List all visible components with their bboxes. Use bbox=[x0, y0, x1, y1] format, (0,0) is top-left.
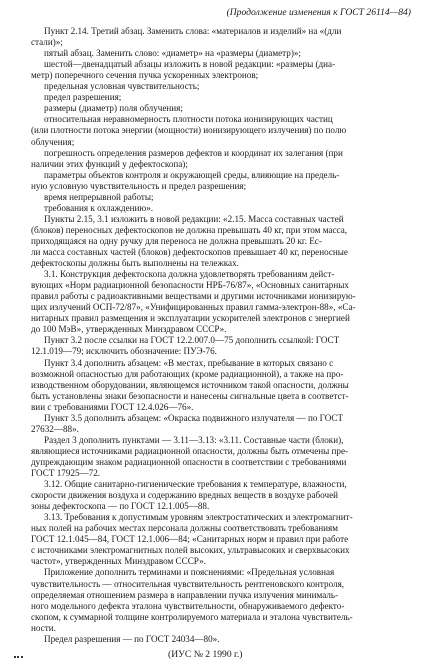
text-line: чувствительность — относительная чувствительность рентгеновского контроля, bbox=[31, 578, 345, 589]
text-line: вующих «Норм радиационной безопасности НРБ-76/87», «Основных санитарных bbox=[31, 280, 349, 291]
text-line: предельная условная чувствительность; bbox=[44, 81, 200, 92]
footer-reference: (ИУС № 2 1990 г.) bbox=[168, 648, 243, 660]
text-line: (или плотности потока энергии (мощности) ионизирующего излучения) по полю bbox=[31, 125, 347, 136]
text-line: изводственном оборудовании, являющемся источником такой опасности, должны bbox=[31, 379, 349, 390]
text-line: параметры объектов контроля и окружающей среды, влияющие на предель- bbox=[44, 169, 340, 180]
text-line: Приложение дополнить терминами и пояснениями: «Предельная условная bbox=[44, 567, 335, 578]
text-line: с источниками электромагнитных полей высоких, ультравысоких и сверхвысоких bbox=[31, 545, 350, 556]
text-line: скорости движения воздуха и содержанию вредных веществ в воздухе рабочей bbox=[31, 490, 339, 501]
text-line: 27632—88». bbox=[31, 423, 79, 434]
text-line: вии с требованиями ГОСТ 12.4.026—76». bbox=[31, 401, 194, 412]
text-line: ных полей на рабочих местах персонала должны соответствовать требованиям bbox=[31, 523, 339, 534]
text-line: щих излучений ОСП-72/87», «Унифицированных правил гамма-электрон-88», «Са- bbox=[31, 302, 356, 313]
text-line-final: Предел разрешения — по ГОСТ 24034—80». bbox=[44, 633, 220, 644]
text-line: дефектоскопы должны быть выполнены на тележках. bbox=[31, 258, 239, 269]
text-line: требования к охлаждению». bbox=[44, 202, 154, 213]
text-line: шестой—двенадцатый абзацы изложить в новой редакции: «размеры (диа- bbox=[44, 59, 336, 70]
text-line: быть установлены знаки безопасности и нанесены сигнальные цвета в соответст- bbox=[31, 390, 349, 401]
text-line: 3.13. Требования к допустимым уровням электростатических и электромагнит- bbox=[44, 512, 353, 523]
text-line: Пункты 2.15, 3.1 изложить в новой редакции: «2.15. Масса составных частей bbox=[44, 213, 344, 224]
text-line: 12.1.019—79; исключить обозначение: ПУЭ-76. bbox=[31, 346, 217, 357]
page-mark bbox=[14, 656, 23, 660]
text-line: ГОСТ 12.1.045—84, ГОСТ 12.1.006—84; «Санитарных норм и правил при работе bbox=[31, 534, 349, 545]
text-line: облучения; bbox=[31, 136, 75, 147]
text-line: являющиеся источниками радиационной опасности, должны быть отмечены пре- bbox=[31, 445, 349, 456]
text-line: Раздел 3 дополнить пунктами — 3.11—3.13: «3.11. Составные части (блоки), bbox=[44, 434, 344, 445]
text-line: скопом, к суммарной толщине контролируемого материала и эталона чувствитель- bbox=[31, 611, 353, 622]
text-line: Пункт 3.2 после ссылки на ГОСТ 12.2.007.0—75 дополнить ссылкой: ГОСТ bbox=[44, 335, 340, 346]
text-line: 3.1. Конструкция дефектоскопа должна удовлетворять требованиям дейст- bbox=[44, 269, 335, 280]
text-line: ности. bbox=[31, 622, 56, 633]
page-header: (Продолжение изменения к ГОСТ 26114—84) bbox=[226, 7, 411, 18]
text-line: ную условную чувствительность и предел разрешения; bbox=[31, 180, 247, 191]
text-line: пятый абзац. Заменить слово: «диаметр» на «размеры (диаметр)»; bbox=[44, 48, 301, 59]
text-line: ГОСТ 17925—72. bbox=[31, 468, 101, 478]
text-line: нитарных правил размещения и эксплуатации ускорителей электронов с энергией bbox=[31, 313, 350, 324]
text-line: время непрерывной работы; bbox=[44, 191, 154, 202]
text-line: правил работы с радиоактивными веществами и другими источниками ионизирую- bbox=[31, 291, 356, 302]
text-line: ного модельного дефекта эталона чувствительности, обнаруживаемого дефекто- bbox=[31, 600, 345, 611]
text-line: дупреждающим знаком радиационной опасности в соответствии с требованиями bbox=[31, 456, 347, 467]
text-line: определяемая отношением размера в направлении пучка излучения минималь- bbox=[31, 589, 339, 600]
text-line: погрешность определения размеров дефектов и координат их залегания (при bbox=[44, 147, 343, 158]
text-line: наличии этих функций у дефектоскопа); bbox=[31, 158, 188, 169]
text-line: размеры (диаметр) поля облучения; bbox=[44, 103, 183, 114]
text-line: метр) поперечного сечения пучка ускоренных электронов; bbox=[31, 70, 259, 81]
text-line: зоны дефектоскопа — по ГОСТ 12.1.005—88. bbox=[31, 501, 210, 512]
text-line: относительная неравномерность плотности потока ионизирующих частиц bbox=[44, 114, 333, 125]
text-line: стали)»; bbox=[31, 37, 63, 48]
text-line: возможной опасностью для работающих (кроме радиационной), а также на про- bbox=[31, 368, 344, 379]
text-line: частот», утвержденных Минздравом СССР». bbox=[31, 556, 206, 567]
text-line: 3.12. Общие санитарно-гигиенические требования к температуре, влажности, bbox=[44, 479, 347, 490]
text-line: до 100 МэВ», утвержденных Минздравом СССР». bbox=[31, 324, 227, 335]
text-line: Пункт 2.14. Третий абзац. Заменить слова: «материалов и изделий» на «(дли bbox=[44, 26, 342, 36]
text-line: ли масса составных частей (блоков) дефектоскопов превышает 40 кг, переносные bbox=[31, 247, 348, 257]
text-line: Пункт 3.5 дополнить абзацем: «Окраска подвижного излучателя — по ГОСТ bbox=[44, 412, 344, 423]
text-line: (блоков) переносных дефектоскопов не должна превышать 40 кг, при этом масса, bbox=[31, 224, 348, 235]
text-line: предел разрешения; bbox=[44, 92, 122, 103]
text-line: Пункт 3.4 дополнить абзацем: «В местах, пребывание в которых связано с bbox=[44, 357, 334, 368]
text-line: приходящаяся на одну ручку для переноса не должна превышать 20 кг. Ес- bbox=[31, 235, 322, 246]
